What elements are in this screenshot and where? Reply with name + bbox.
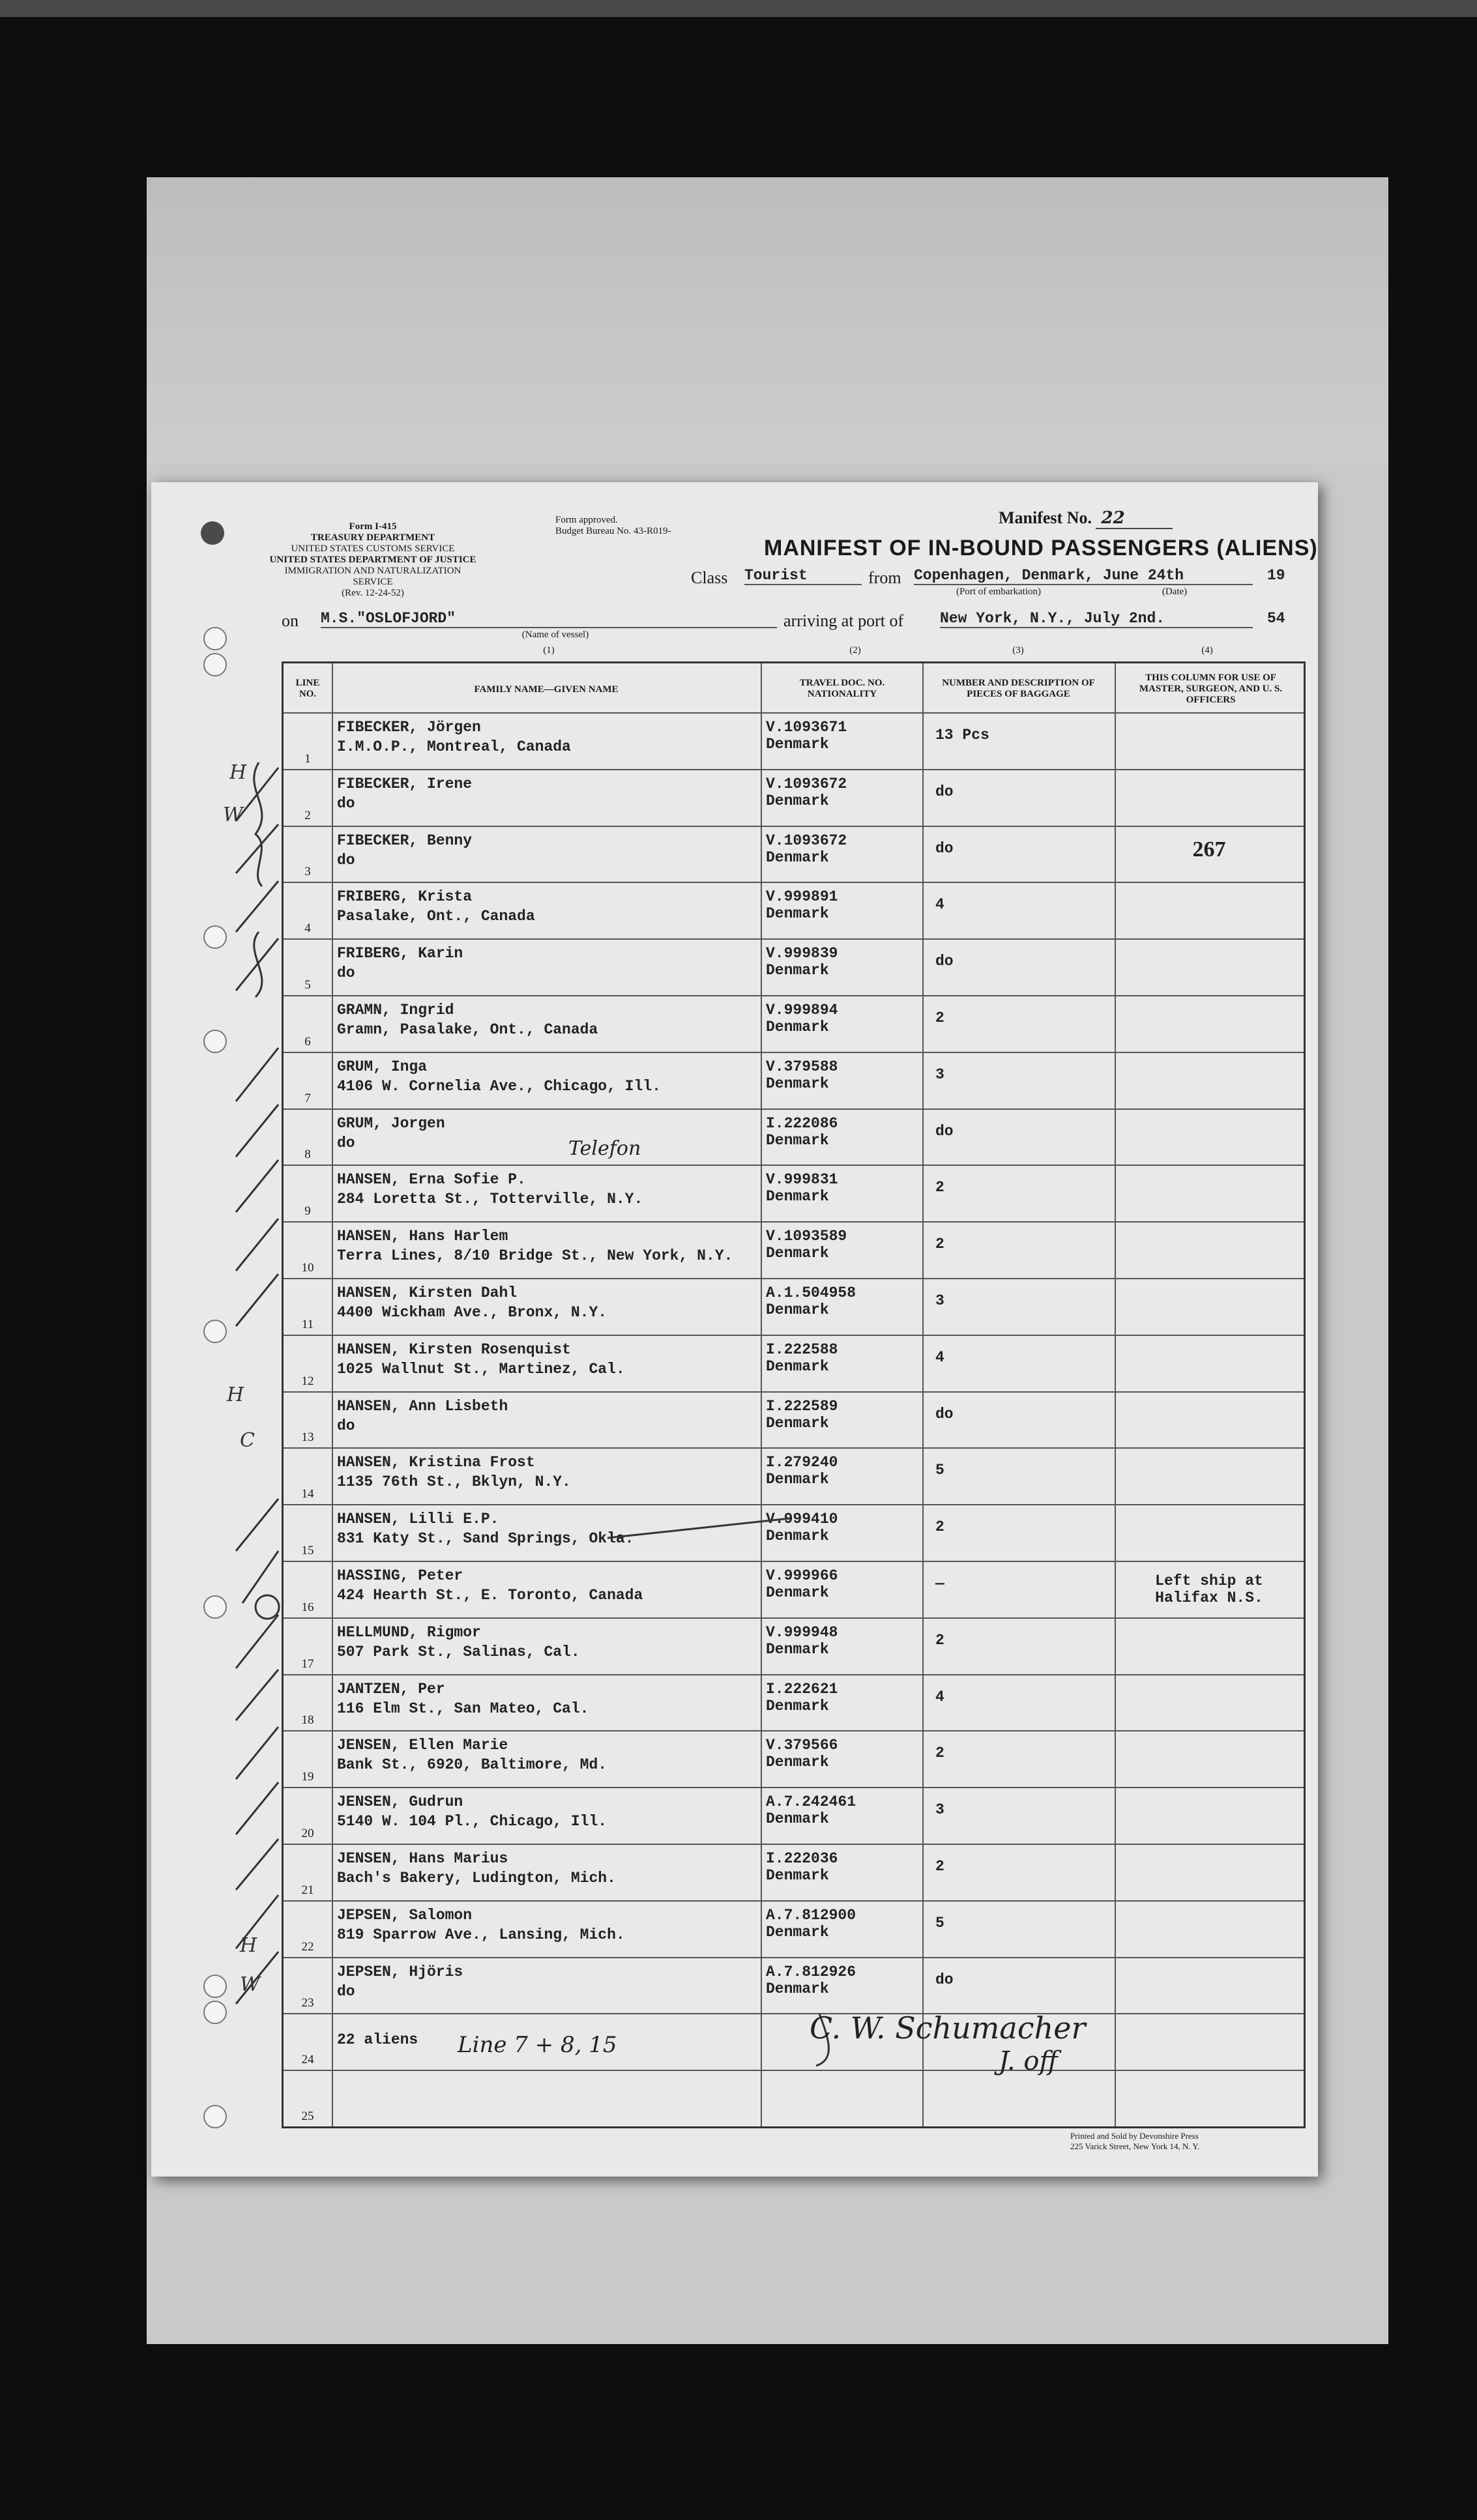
passenger-address: do (337, 1982, 355, 2000)
passenger-address: I.M.O.P., Montreal, Canada (337, 738, 571, 755)
line-number: 12 (301, 1374, 314, 1388)
svg-text:H: H (227, 1383, 244, 1406)
line-number: 23 (301, 1996, 314, 2010)
baggage-count: do (935, 839, 954, 857)
travel-doc-number: V.1093671 (766, 719, 847, 736)
form-number: Form I-415 (349, 521, 397, 532)
nationality: Denmark (766, 1640, 829, 1658)
travel-doc-number: V.999948 (766, 1623, 838, 1641)
baggage-count: 2 (935, 1236, 944, 1253)
customs-service: UNITED STATES CUSTOMS SERVICE (291, 543, 455, 554)
passenger-name: GRUM, Inga (337, 1058, 428, 1075)
nationality: Denmark (766, 962, 829, 979)
passenger-address: do (337, 964, 355, 982)
col-header-baggage: NUMBER AND DESCRIPTION OF PIECES OF BAGGAGE (942, 678, 1095, 699)
passenger-name: FIBECKER, Irene (337, 775, 473, 792)
passenger-name: GRUM, Jorgen (337, 1114, 445, 1132)
line-number: 9 (304, 1204, 311, 1219)
passenger-name: HANSEN, Kirsten Rosenquist (337, 1340, 571, 1358)
col-header-doc: TRAVEL DOC. NO. NATIONALITY (799, 678, 885, 699)
officer-initials: J. off (999, 2046, 1058, 2076)
passenger-address: Pasalake, Ont., Canada (337, 908, 535, 925)
line-number: 25 (301, 2109, 314, 2123)
passenger-name: JENSEN, Ellen Marie (337, 1737, 508, 1754)
line-number: 11 (301, 1317, 314, 1331)
embarkation-year: 19 (1267, 567, 1285, 584)
nationality: Denmark (766, 1867, 829, 1884)
passenger-name: HELLMUND, Rigmor (337, 1623, 481, 1641)
passenger-name: JENSEN, Gudrun (337, 1793, 463, 1811)
col-num-2: (2) (849, 645, 861, 656)
passenger-name: JEPSEN, Salomon (337, 1906, 473, 1924)
travel-doc-number: I.222036 (766, 1850, 838, 1867)
travel-doc-number: V.999831 (766, 1171, 838, 1189)
class-label: Class (691, 568, 728, 587)
baggage-count: 4 (935, 1348, 944, 1366)
vessel-caption: (Name of vessel) (521, 630, 589, 640)
ins-service: IMMIGRATION AND NATURALIZATION SERVICE (284, 566, 461, 587)
baggage-count: do (935, 1971, 954, 1988)
passenger-address: Gramn, Pasalake, Ont., Canada (337, 1021, 598, 1038)
travel-doc-number: V.379588 (766, 1058, 838, 1075)
passenger-address: 1135 76th St., Bklyn, N.Y. (337, 1473, 571, 1491)
arriving-label: arriving at port of (783, 611, 904, 630)
backing-sheet-top (147, 177, 1388, 464)
col-num-1: (1) (543, 645, 555, 656)
nationality: Denmark (766, 1810, 829, 1828)
line-number: 3 (304, 865, 311, 879)
col-num-3: (3) (1012, 645, 1024, 656)
line-number: 13 (301, 1430, 314, 1445)
baggage-count: 3 (935, 1292, 944, 1309)
nationality: Denmark (766, 1980, 829, 1997)
travel-doc-number: I.279240 (766, 1454, 838, 1471)
baggage-count: 2 (935, 1009, 944, 1026)
baggage-count: 4 (935, 1688, 944, 1705)
line-number: 15 (301, 1543, 314, 1557)
justice-dept: UNITED STATES DEPARTMENT OF JUSTICE (269, 555, 476, 565)
col-num-4: (4) (1201, 645, 1213, 656)
line-number: 1 (304, 751, 311, 766)
travel-doc-number: A.1.504958 (766, 1284, 856, 1301)
handwritten-lines-note: Line 7 + 8, 15 (458, 2032, 617, 2058)
vessel-name: M.S."OSLOFJORD" (321, 610, 777, 628)
nationality: Denmark (766, 1923, 829, 1941)
baggage-count: 13 Pcs (935, 727, 989, 744)
baggage-count: 4 (935, 896, 944, 914)
passenger-address: 284 Loretta St., Totterville, N.Y. (337, 1191, 643, 1208)
line-number: 7 (304, 1091, 311, 1105)
line-number: 24 (301, 2053, 314, 2067)
manifest-label: Manifest No. (999, 508, 1092, 527)
baggage-count: 2 (935, 1745, 944, 1762)
handwritten-row8-note: Telefon (568, 1137, 641, 1160)
nationality: Denmark (766, 1245, 829, 1262)
baggage-count: 3 (935, 1801, 944, 1819)
baggage-count: do (935, 1122, 954, 1140)
passenger-address: do (337, 1134, 355, 1151)
passenger-name: HANSEN, Lilli E.P. (337, 1511, 499, 1528)
line-number: 4 (304, 921, 311, 936)
svg-text:W: W (223, 804, 243, 826)
arrival-port: New York, N.Y., July 2nd. (940, 610, 1253, 628)
passenger-address: 507 Park St., Salinas, Cal. (337, 1643, 580, 1660)
passenger-name: GRAMN, Ingrid (337, 1002, 454, 1019)
baggage-count: do (935, 1405, 954, 1423)
line-number: 19 (301, 1770, 314, 1784)
nationality: Denmark (766, 1414, 829, 1432)
passenger-address: Bank St., 6920, Baltimore, Md. (337, 1756, 607, 1774)
baggage-count: 5 (935, 1462, 944, 1479)
baggage-count: 2 (935, 1518, 944, 1536)
nationality: Denmark (766, 1075, 829, 1092)
line-number: 21 (301, 1883, 314, 1897)
passenger-address: do (337, 794, 355, 812)
passenger-address: 1025 Wallnut St., Martinez, Cal. (337, 1360, 625, 1378)
line-number: 2 (304, 808, 311, 822)
top-film-strip (0, 0, 1477, 17)
nationality: Denmark (766, 792, 829, 809)
passenger-address: do (337, 851, 355, 869)
travel-doc-number: V.999891 (766, 888, 838, 906)
passenger-name: HANSEN, Hans Harlem (337, 1228, 508, 1245)
passenger-name: FRIBERG, Karin (337, 945, 463, 963)
baggage-count: 3 (935, 1065, 944, 1083)
manifest-number: 22 (1096, 508, 1173, 529)
passenger-address: 4106 W. Cornelia Ave., Chicago, Ill. (337, 1077, 661, 1095)
printer-line2: 225 Varick Street, New York 14, N. Y. (1070, 2141, 1200, 2151)
passenger-name: 22 aliens (337, 2031, 418, 2049)
handwritten-marks (151, 482, 1318, 2177)
class-value: Tourist (744, 567, 862, 585)
passenger-name: HANSEN, Ann Lisbeth (337, 1397, 508, 1415)
travel-doc-number: I.222086 (766, 1114, 838, 1132)
arrival-year: 54 (1267, 610, 1285, 627)
port-embarkation-caption: (Port of embarkation) (956, 587, 1041, 597)
travel-doc-number: A.7.242461 (766, 1793, 856, 1811)
budget-bureau: Budget Bureau No. 43-R019- (555, 526, 671, 536)
baggage-count: 2 (935, 1179, 944, 1196)
line-number: 10 (301, 1260, 314, 1275)
travel-doc-number: V.999966 (766, 1567, 838, 1584)
passenger-name: HANSEN, Kirsten Dahl (337, 1284, 518, 1301)
line-number: 5 (304, 978, 311, 992)
embarkation-value: Copenhagen, Denmark, June 24th (914, 567, 1253, 585)
baggage-count: do (935, 953, 954, 970)
travel-doc-number: V.379566 (766, 1737, 838, 1754)
form-approved: Form approved. (555, 515, 618, 525)
passenger-name: JANTZEN, Per (337, 1680, 445, 1698)
date-caption: (Date) (1162, 587, 1188, 597)
svg-text:H: H (229, 761, 247, 784)
line-number: 6 (304, 1034, 311, 1049)
travel-doc-number: V.999894 (766, 1002, 838, 1019)
passenger-address: do (337, 1417, 355, 1434)
nationality: Denmark (766, 1754, 829, 1771)
nationality: Denmark (766, 848, 829, 866)
nationality: Denmark (766, 1528, 829, 1545)
passenger-name: JEPSEN, Hjöris (337, 1963, 463, 1980)
line-number: 18 (301, 1713, 314, 1728)
baggage-count: 2 (935, 1631, 944, 1649)
passenger-address: 116 Elm St., San Mateo, Cal. (337, 1700, 589, 1717)
officer-signature: C. W. Schumacher (810, 2010, 1086, 2046)
travel-doc-number: A.7.812900 (766, 1906, 856, 1924)
passenger-name: JENSEN, Hans Marius (337, 1850, 508, 1867)
travel-doc-number: V.1093672 (766, 832, 847, 849)
from-label: from (868, 568, 901, 587)
passenger-name: HANSEN, Kristina Frost (337, 1454, 535, 1471)
travel-doc-number: V.1093672 (766, 775, 847, 792)
passenger-address: 424 Hearth St., E. Toronto, Canada (337, 1587, 643, 1604)
baggage-count: — (935, 1575, 944, 1592)
travel-doc-number: I.222588 (766, 1340, 838, 1358)
travel-doc-number: A.7.812926 (766, 1963, 856, 1980)
revision: (Rev. 12-24-52) (342, 588, 404, 598)
officer-remark: Left ship at Halifax N.S. (1155, 1572, 1263, 1606)
nationality: Denmark (766, 1301, 829, 1318)
line-number: 16 (301, 1600, 314, 1614)
travel-doc-number: I.222589 (766, 1397, 838, 1415)
nationality: Denmark (766, 905, 829, 923)
baggage-count: do (935, 783, 954, 800)
travel-doc-number: V.1093589 (766, 1228, 847, 1245)
passenger-address: 4400 Wickham Ave., Bronx, N.Y. (337, 1304, 607, 1321)
nationality: Denmark (766, 1131, 829, 1149)
svg-text:W: W (240, 1973, 260, 1996)
line-number: 8 (304, 1148, 311, 1162)
passenger-name: FIBECKER, Benny (337, 832, 473, 849)
nationality: Denmark (766, 1697, 829, 1715)
col-header-line: LINE NO. (295, 678, 320, 699)
nationality: Denmark (766, 1471, 829, 1488)
passenger-address: Terra Lines, 8/10 Bridge St., New York, N.Y. (337, 1247, 733, 1265)
passenger-address: 5140 W. 104 Pl., Chicago, Ill. (337, 1813, 607, 1831)
passenger-address: 831 Katy St., Sand Springs, Okla. (337, 1530, 634, 1548)
page-title: MANIFEST OF IN-BOUND PASSENGERS (ALIENS) (764, 536, 1318, 560)
nationality: Denmark (766, 1584, 829, 1601)
treasury-dept: TREASURY DEPARTMENT (310, 532, 435, 543)
manifest-document (151, 482, 1318, 2177)
passenger-address: Bach's Bakery, Ludington, Mich. (337, 1870, 616, 1887)
passenger-name: FIBECKER, Jörgen (337, 719, 481, 736)
svg-text:C: C (240, 1429, 255, 1452)
printer-line1: Printed and Sold by Devonshire Press (1070, 2131, 1199, 2141)
passenger-name: HANSEN, Erna Sofie P. (337, 1171, 526, 1189)
passenger-address: 819 Sparrow Ave., Lansing, Mich. (337, 1926, 625, 1943)
on-label: on (282, 611, 299, 630)
line-number: 20 (301, 1826, 314, 1840)
printer-footer (1070, 2131, 1199, 2152)
travel-doc-number: V.999410 (766, 1511, 838, 1528)
passenger-name: FRIBERG, Krista (337, 888, 473, 906)
nationality: Denmark (766, 1357, 829, 1375)
line-number: 22 (301, 1939, 314, 1954)
travel-doc-number: V.999839 (766, 945, 838, 963)
baggage-count: 2 (935, 1858, 944, 1875)
nationality: Denmark (766, 1188, 829, 1206)
nationality: Denmark (766, 736, 829, 753)
travel-doc-number: I.222621 (766, 1680, 838, 1698)
baggage-count: 5 (935, 1914, 944, 1932)
line-number: 14 (301, 1487, 314, 1501)
nationality: Denmark (766, 1019, 829, 1036)
officer-remark: 267 (1192, 837, 1226, 862)
svg-text:H: H (240, 1934, 257, 1957)
passenger-name: HASSING, Peter (337, 1567, 463, 1584)
col-header-officers: THIS COLUMN FOR USE OF MASTER, SURGEON, AND U. S. OFFICERS (1139, 673, 1283, 705)
line-number: 17 (301, 1657, 314, 1671)
col-header-name: FAMILY NAME—GIVEN NAME (474, 684, 619, 695)
